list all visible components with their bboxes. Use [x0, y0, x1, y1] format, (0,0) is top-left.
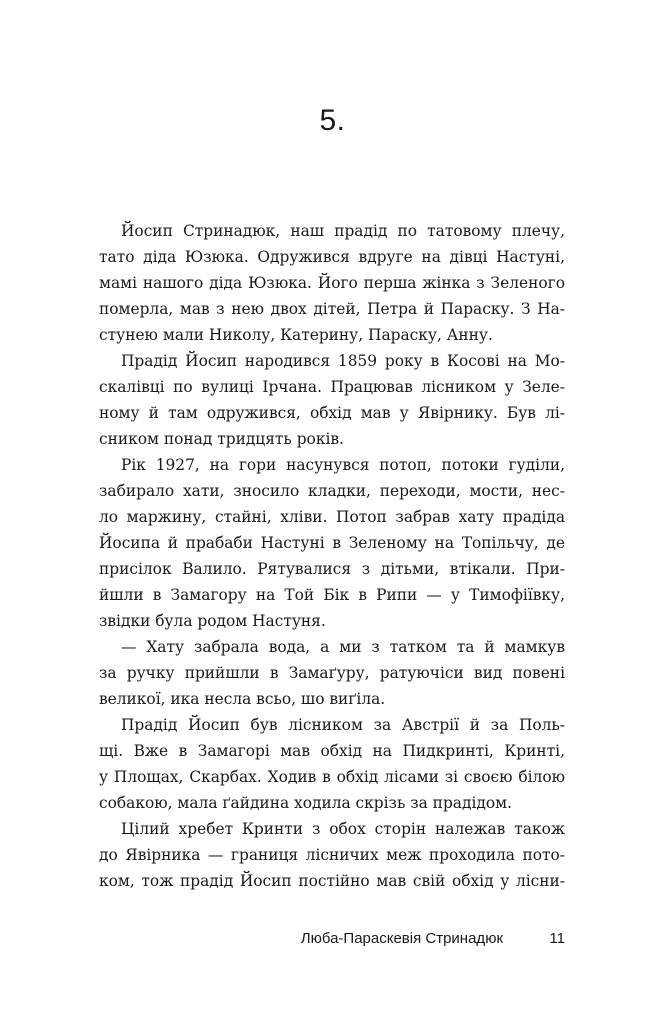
text-line: йшли в Замагору на Той Бік в Рипи — у Тимофіївку, — [99, 586, 565, 604]
text-line: Рік 1927, на гори насунувся потоп, потоки гуділи, — [121, 456, 565, 474]
page-footer — [99, 930, 565, 954]
text-line: звідки була родом Настуня. — [99, 612, 326, 630]
paragraph — [99, 218, 565, 348]
text-line: — Хату забрала вода, а ми з татком та й мамкув — [121, 638, 565, 656]
text-line: великої, ика несла всьо, шо виґіла. — [99, 690, 386, 708]
paragraph — [99, 712, 565, 816]
text-line: ком, тож прадід Йосип постійно мав свій обхід у лісни- — [99, 872, 565, 890]
text-line: сником понад тридцять років. — [99, 430, 344, 448]
text-line: Прадід Йосип народився 1859 року в Косові на Мо- — [121, 352, 565, 370]
text-line: Йосип Стринадюк, наш прадід по татовому плечу, — [121, 222, 565, 240]
text-line: стунею мали Николу, Катерину, Параску, Анну. — [99, 326, 493, 344]
body-text — [99, 218, 565, 894]
text-line: Прадід Йосип був лісником за Австрії й за Поль- — [121, 716, 565, 734]
text-line: собакою, мала ґайдина ходила скрізь за прадідом. — [99, 794, 512, 812]
paragraph — [99, 816, 565, 894]
text-line: Йосипа й прабаби Настуні в Зеленому на Топільчу, де — [99, 534, 565, 552]
text-line: скалівці по вулиці Ірчана. Працював лісником у Зеле- — [99, 378, 565, 396]
text-line: ному й там одружився, обхід мав у Явірнику. Був лі- — [99, 404, 565, 422]
text-line: померла, мав з нею двох дітей, Петра й Параску. З На- — [99, 300, 565, 318]
text-line: у Площах, Скарбах. Ходив в обхід лісами зі своєю білою — [99, 768, 565, 786]
text-line: щі. Вже в Замагорі мав обхід на Пидкринті, Кринті, — [99, 742, 565, 760]
text-line: тато діда Юзюка. Одружився вдруге на дівці Настуні, — [99, 248, 565, 266]
text-line: ло маржину, стайні, хліви. Потоп забрав хату прадіда — [99, 508, 565, 526]
text-line: до Явірника — границя лісничих меж проходила пото- — [99, 846, 565, 864]
text-line: забирало хати, зносило кладки, переходи, мости, нес- — [99, 482, 565, 500]
footer-author: Люба-Параскевія Стринадюк — [300, 930, 503, 947]
chapter-number: 5. — [319, 104, 346, 137]
paragraph — [99, 348, 565, 452]
text-line: за ручку прийшли в Замаґуру, ратуючіси вид повені — [99, 664, 565, 682]
page-number: 11 — [549, 930, 565, 947]
paragraph — [99, 452, 565, 634]
text-line: Цілий хребет Кринти з обох сторін належав також — [121, 820, 565, 838]
text-line: мамі нашого діда Юзюка. Його перша жінка з Зеленого — [99, 274, 565, 292]
paragraph — [99, 634, 565, 712]
text-line: присілок Валило. Рятувалися з дітьми, втікали. При- — [99, 560, 565, 578]
